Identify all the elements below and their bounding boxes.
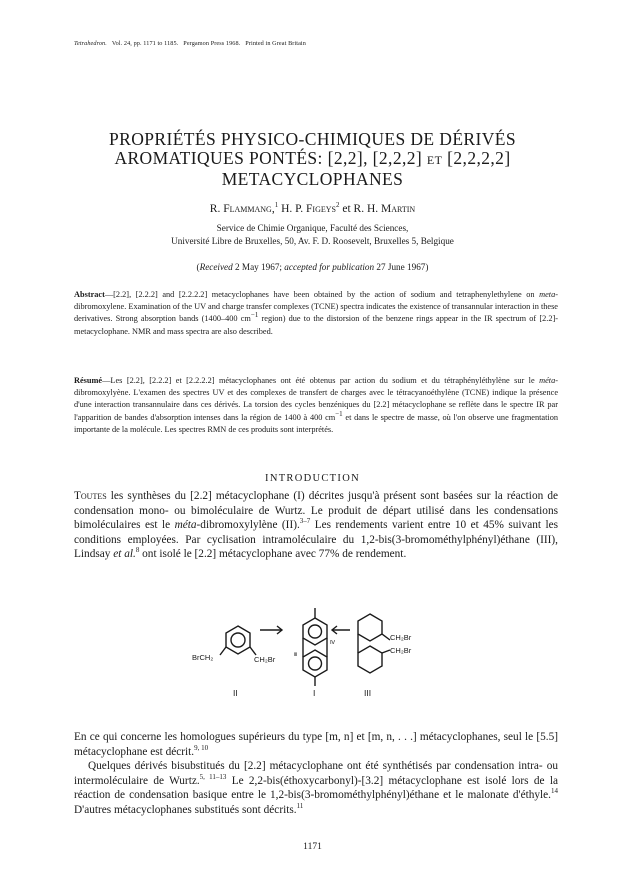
received-dates — [60, 262, 565, 272]
abstract-text-1: —[2.2], [2.2.2] and [2.2.2.2] metacyclophanes have been obtained by the action of sodium and tetraphenylethylene on — [104, 290, 540, 299]
journal-name: Tetrahedron. — [74, 40, 107, 47]
intro-p3-sup3: 11 — [296, 802, 304, 811]
resume-label: Résumé — [74, 376, 103, 385]
scheme-label-brch2: BrCH₂ — [192, 653, 214, 662]
affiliation — [60, 222, 565, 247]
scheme-roman-small-2: Ⅳ — [330, 640, 336, 646]
intro-paragraph-2 — [74, 730, 558, 759]
author-2-sup: 2 — [335, 201, 340, 210]
author-1: R. Flammang, — [209, 203, 275, 215]
journal-citation: Vol. 24, pp. 1171 to 1185. — [111, 40, 179, 47]
intro-first-word: Toutes — [74, 490, 107, 502]
resume-text-2: -dibromoxylyène. L'examen des spectres UV et des complexes de transfert de charges avec le tétracyanoéthylène (TCNE) indique la présence d'une interaction transannulaire dans ces dérivés. La torsion des cycles benzéniques du [2.2] métacyclophane se reflète dans le spectre IR par l'apparition de bandes d'absorption intenses dans la région de 1400 à 400 cm — [74, 376, 558, 422]
intro-p3-b: Le 2,2-bis(éthoxycarbonyl)-[3.2] métacyclophane est isolé lors de la réaction de condensation basique entre le 1,2-bis(3-bromométhylphényl)éthane et le malonate d'éthyle. — [74, 774, 558, 802]
intro-p1-sup2: 8 — [135, 546, 140, 555]
intro-p3-sup2: 14 — [551, 787, 558, 796]
intro-paragraph-3 — [74, 759, 558, 817]
resume-text-1: —Les [2.2], [2.2.2] et [2.2.2.2] métacyclophanes ont été obtenus par action du sodium et du tétraphényléthylène sur le — [102, 376, 540, 385]
paper-title — [60, 130, 565, 189]
intro-p2-a: En ce qui concerne les homologues supérieurs du type [m, n] et [m, n, . . .] métacyclophanes, seul le [5.5] métacyclophane est décrit. — [74, 731, 558, 758]
resume — [74, 375, 558, 436]
title-et: ET — [426, 153, 443, 167]
resume-text-3: et dans le spectre de masse, où l'on observe une fragmentation importante de la molécule. Les spectres RMN de ces produits sont interprétés. — [74, 412, 558, 434]
title-line-2 — [60, 149, 565, 170]
accepted-label: accepted for publication — [284, 262, 375, 272]
intro-p1-sup1: 3–7 — [299, 517, 311, 526]
journal-printed: Printed in Great Britain — [245, 40, 306, 47]
scheme-label-ch2br-left: CH₂Br — [254, 655, 276, 664]
abstract — [74, 289, 558, 338]
intro-p1-d: ont isolé le [2.2] métacyclophane avec 77% de rendement. — [139, 548, 407, 561]
affiliation-line-2: Université Libre de Bruxelles, 50, Av. F. D. Roosevelt, Bruxelles 5, Belgique — [171, 235, 454, 246]
intro-p1-c: Les rendements varient entre 10 et 45% suivant les conditions employées. Par cyclisation intramoléculaire du 1,2-bis(3-bromométhylphényl)éthane (III), Lindsay — [74, 519, 558, 561]
scheme-roman-small-1: ⅲ — [294, 652, 298, 658]
abstract-text-3: region) due to the distorsion of the benzene rings appear in the IR spectrum of [2.2]-metacyclophane. NMR and mass spectra are also described. — [74, 314, 558, 336]
title-line-2b: [2,2,2,2] — [447, 148, 511, 168]
title-line-1: PROPRIÉTÉS PHYSICO-CHIMIQUES DE DÉRIVÉS — [109, 129, 516, 149]
intro-p3-sup1: 5, 11–13 — [199, 773, 227, 782]
received-open: ( — [196, 262, 200, 272]
reaction-scheme — [190, 600, 440, 700]
title-line-3: METACYCLOPHANES — [221, 169, 404, 189]
author-2: H. P. Figeys — [281, 203, 336, 215]
benzene-ring-left — [226, 626, 250, 654]
intro-paragraph-1 — [74, 489, 558, 562]
benzene-ring-right-top — [358, 614, 382, 641]
abstract-meta: meta — [539, 290, 556, 299]
scheme-label-ch2br-right-1: CH₂Br — [390, 633, 412, 642]
compound-number-I: I — [313, 688, 316, 698]
benzene-ring-center-top — [303, 618, 327, 645]
abstract-text-2: -dibromoxylene. Examination of the UV and charge transfer complexes (TCNE) spectra indicates the existence of transannular interaction in these derivatives. Strong absorption bands (1400–400 cm — [74, 290, 558, 324]
benzene-ring-center-bottom — [303, 650, 327, 677]
intro-p1-b: -dibromoxylylène (II). — [196, 519, 300, 532]
resume-meta: méta — [539, 376, 556, 385]
intro-p1-etal: et al. — [113, 548, 136, 561]
received-date: 2 May 1967; — [235, 262, 282, 272]
abstract-label: Abstract — [74, 290, 105, 299]
intro-p3-a: Quelques dérivés bisubstitués du [2.2] métacyclophane ont été synthétisés par condensation intra- ou intermoléculaire de Wurtz. — [74, 760, 558, 787]
compound-number-III: III — [364, 688, 372, 698]
journal-publisher: Pergamon Press 1968. — [183, 40, 241, 47]
resume-sup: −1 — [335, 409, 343, 418]
accepted-date: 27 June 1967 — [376, 262, 426, 272]
author-3: R. H. Martin — [353, 203, 416, 215]
compound-number-II: II — [233, 688, 238, 698]
intro-p1-a: les synthèses du [2.2] métacyclophane (I) décrites jusqu'à présent sont basées sur la réaction de condensation mono- ou bimoléculaire de Wurtz. Le produit de départ utilisé dans les condensations bimoléculaires est le — [74, 490, 558, 532]
author-1-sup: 1 — [274, 201, 279, 210]
author-list — [60, 203, 565, 215]
benzene-ring-right-bottom — [358, 646, 382, 673]
intro-p1-meta: méta — [174, 519, 197, 532]
section-heading-introduction: INTRODUCTION — [265, 473, 360, 484]
scheme-label-ch2br-right-2: CH₂Br — [390, 646, 412, 655]
intro-paragraphs-continued — [74, 730, 558, 818]
received-label: Received — [199, 262, 233, 272]
abstract-sup: −1 — [250, 311, 259, 320]
affiliation-line-1: Service de Chimie Organique, Faculté des Sciences, — [216, 223, 409, 233]
author-and: et — [342, 203, 351, 215]
intro-p3-c: D'autres métacyclophanes substitués sont décrits. — [74, 803, 297, 816]
journal-header — [74, 40, 564, 47]
intro-p2-sup: 9, 10 — [194, 743, 209, 752]
page-number: 1171 — [303, 842, 322, 852]
received-close: ) — [425, 262, 429, 272]
title-line-2a: AROMATIQUES PONTÉS: [2,2], [2,2,2] — [114, 148, 423, 168]
